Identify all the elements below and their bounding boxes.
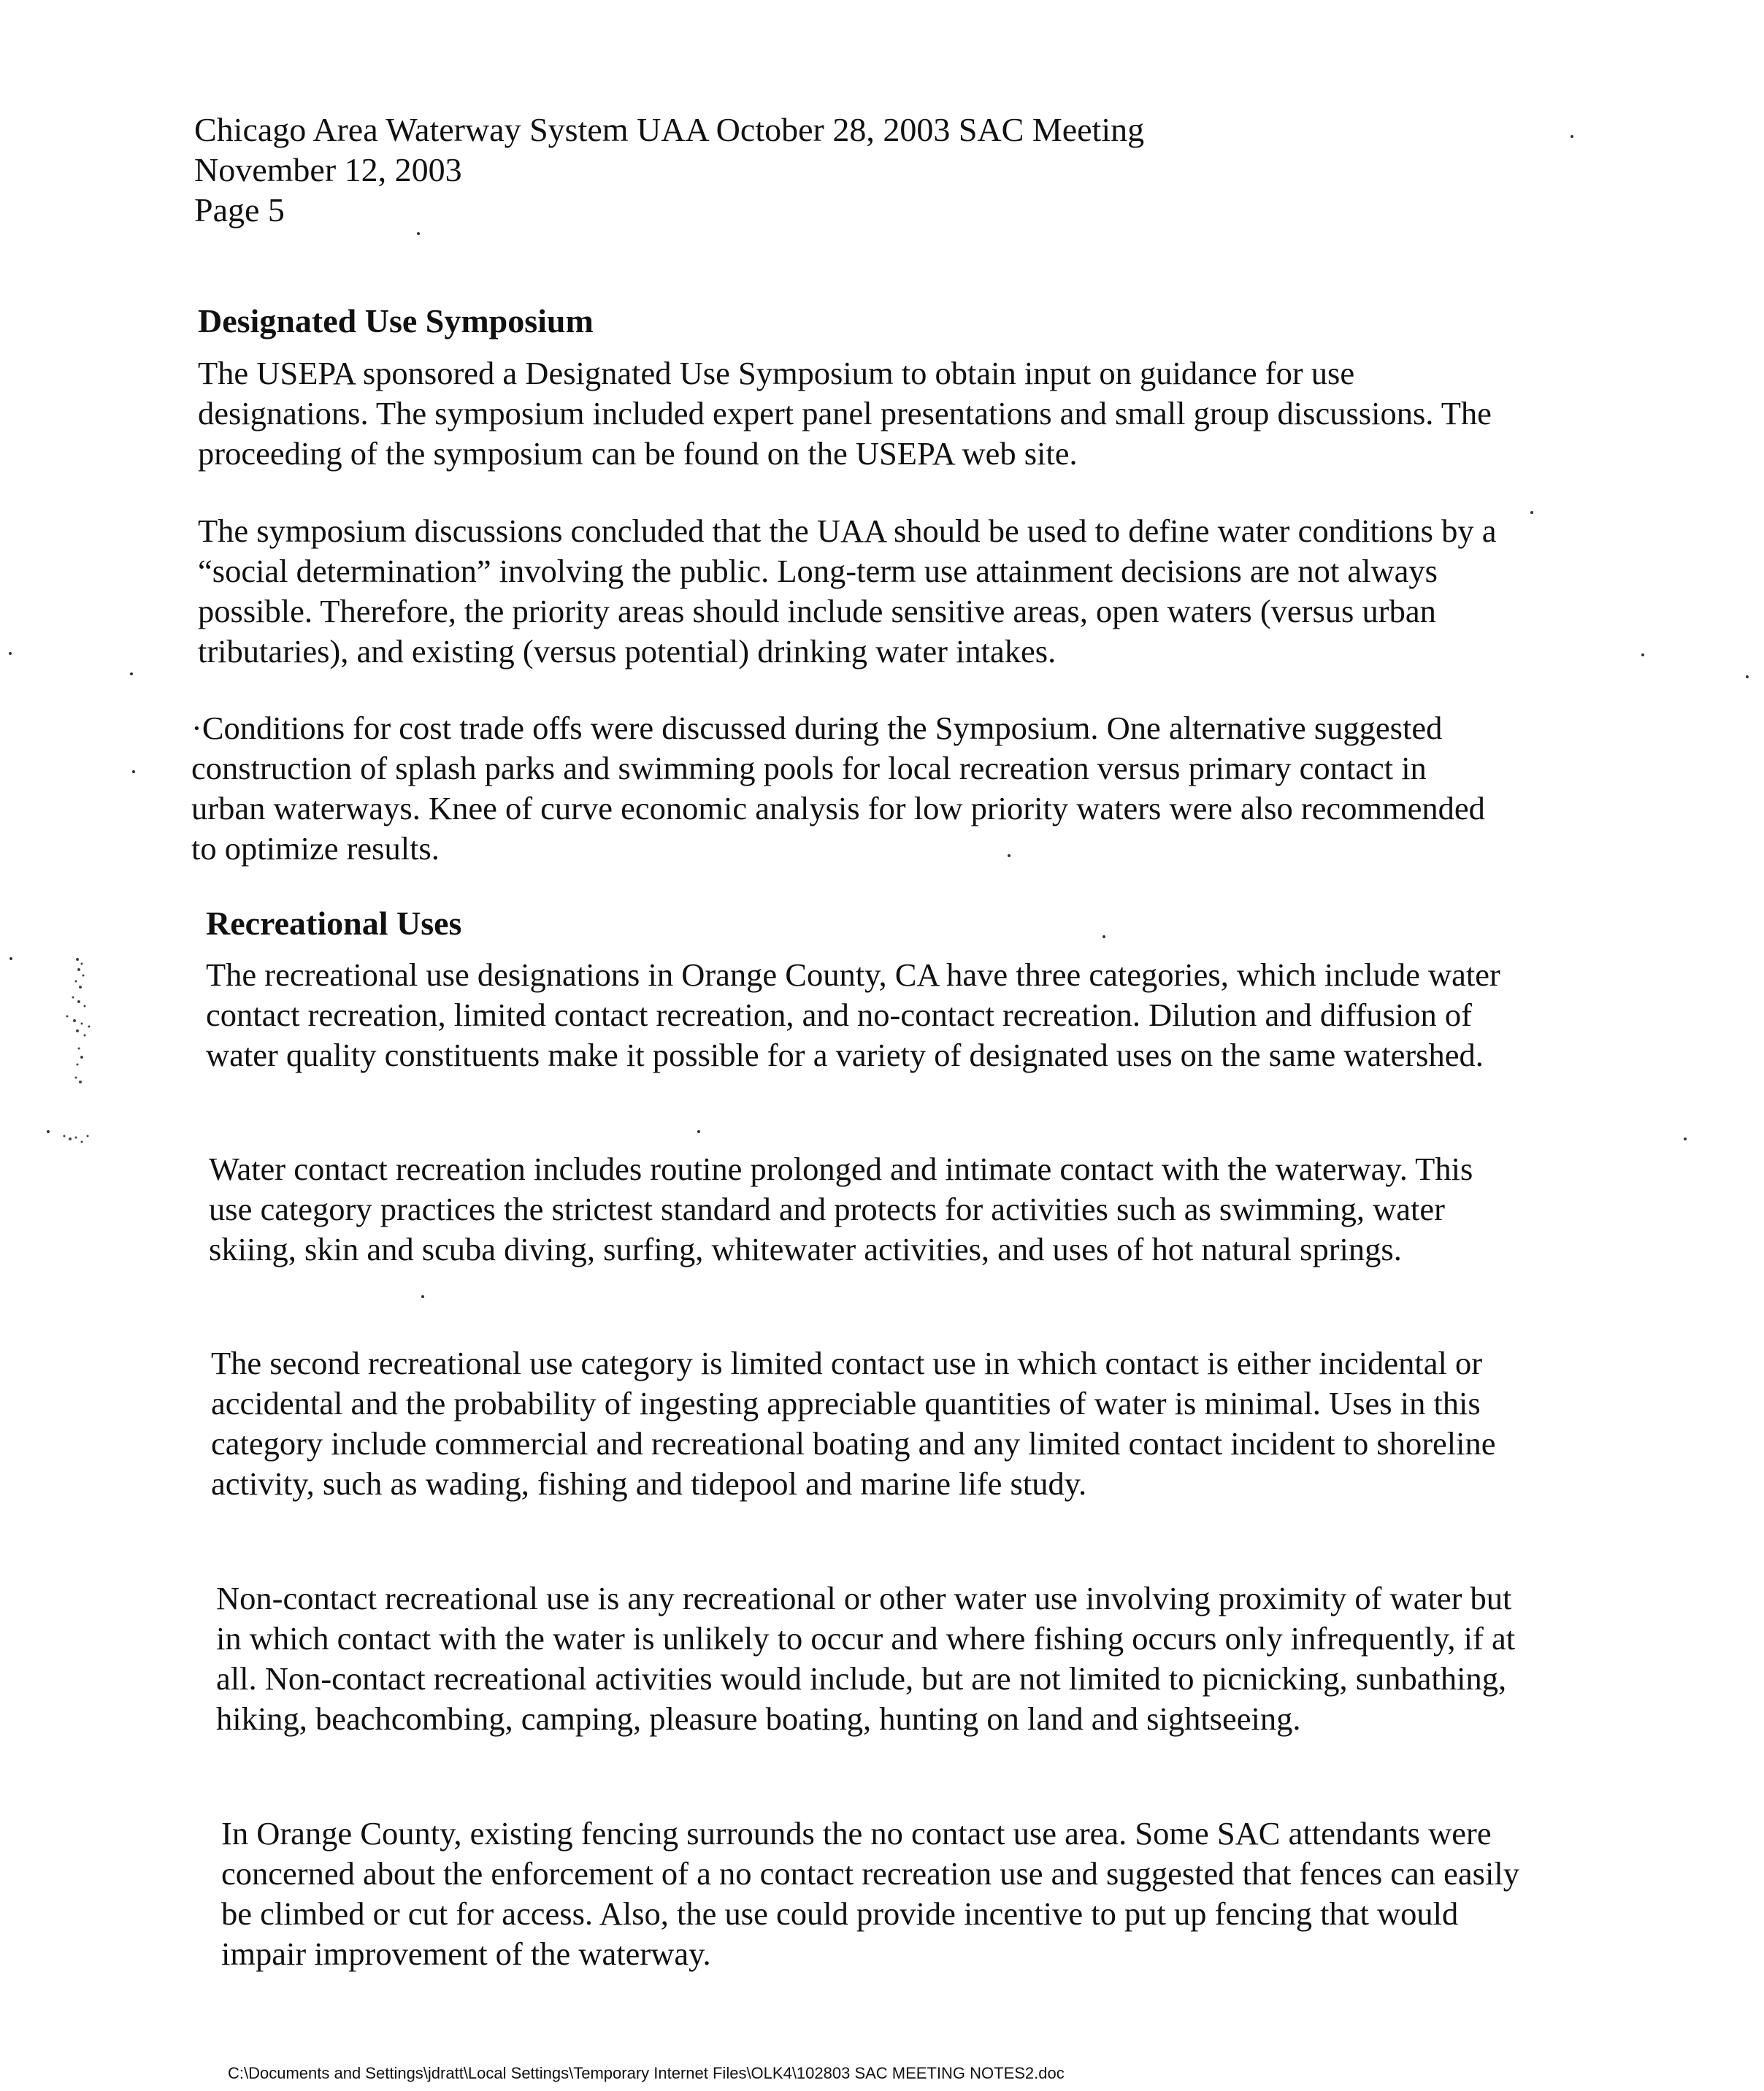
scan-speck: [417, 232, 420, 235]
scan-speck: [1008, 854, 1011, 857]
scan-speck: [421, 1295, 424, 1298]
document-header-page-number: Page 5: [194, 191, 285, 229]
paragraph-cost-trade-offs: ·Conditions for cost trade offs were discussed during the Symposium. One alternative suggested construction of splash parks and swimming pools for local recreation versus primary contact in urban waterways. Knee of curve economic analysis for low priority waters were also recommended to optimize results.: [191, 710, 1485, 867]
paragraph-non-contact-use: Non-contact recreational use is any recreational or other water use involving proximity of water but in which contact with the water is unlikely to occur and where fishing occurs only infrequently, if at all. Non-contact recreational activities would include, but are not limited to picnicking, sunbathing, hiking, beachcombing, camping, pleasure boating, hunting on land and sightseeing.: [216, 1580, 1516, 1737]
document-header-title: Chicago Area Waterway System UAA October 28, 2003 SAC Meeting: [194, 111, 1145, 148]
paragraph-water-contact-recreation: Water contact recreation includes routine prolonged and intimate contact with the waterway. This use category practices the strictest standard and protects for activities such as swimming, water skiing, skin and scuba diving, surfing, whitewater activities, and uses of hot natural springs.: [209, 1151, 1473, 1267]
scan-speck: [697, 1130, 700, 1133]
scan-speck: [132, 770, 135, 773]
scan-speck: [1641, 653, 1644, 656]
paragraph-recreational-designations: The recreational use designations in Orange County, CA have three categories, which include water contact recreation, limited contact recreation, and no-contact recreation. Dilution and diffusion of water quality constituents make it possible for a variety of designated uses on the same watershed.: [206, 956, 1500, 1073]
paragraph-symposium-discussions: The symposium discussions concluded that the UAA should be used to define water conditions by a “social determination” involving the public. Long-term use attainment decisions are not always possible. Therefore, the priority areas should include sensitive areas, open waters (versus urban tributaries), and existing (versus potential) drinking water intakes.: [198, 513, 1497, 669]
document-header-date: November 12, 2003: [194, 151, 462, 188]
scan-speck: [1684, 1137, 1687, 1140]
scan-speck: [1746, 675, 1749, 678]
scan-speck: [1571, 135, 1573, 138]
section-heading-recreational-uses: Recreational Uses: [206, 905, 462, 942]
scan-noise-marks: [57, 954, 101, 1173]
scan-speck: [1530, 511, 1533, 514]
section-heading-designated-use-symposium: Designated Use Symposium: [198, 302, 594, 339]
paragraph-limited-contact-use: The second recreational use category is limited contact use in which contact is either incidental or accidental and the probability of ingesting appreciable quantities of water is minimal. Uses in this category include commercial and recreational boating and any limited contact incident to shoreline activity, such as wading, fishing and tidepool and marine life study.: [211, 1345, 1496, 1502]
scan-speck: [9, 652, 12, 655]
scan-speck: [1102, 935, 1105, 938]
scan-speck: [47, 1130, 50, 1133]
paragraph-symposium-intro: The USEPA sponsored a Designated Use Symposium to obtain input on guidance for use designations. The symposium included expert panel presentations and small group discussions. The proceeding of the symposium can be found on the USEPA web site.: [198, 355, 1492, 472]
paragraph-orange-county-fencing: In Orange County, existing fencing surrounds the no contact use area. Some SAC attendants were concerned about the enforcement of a no contact recreation use and suggested that fences can easily be climbed or cut for access. Also, the use could provide incentive to put up fencing that would impair improvement of the waterway.: [221, 1815, 1519, 1972]
scan-speck: [130, 672, 133, 675]
footer-file-path: C:\Documents and Settings\jdratt\Local Settings\Temporary Internet Files\OLK4\102803 SAC MEETING NOTES2.doc: [228, 2064, 1065, 2082]
scan-speck: [9, 957, 12, 960]
